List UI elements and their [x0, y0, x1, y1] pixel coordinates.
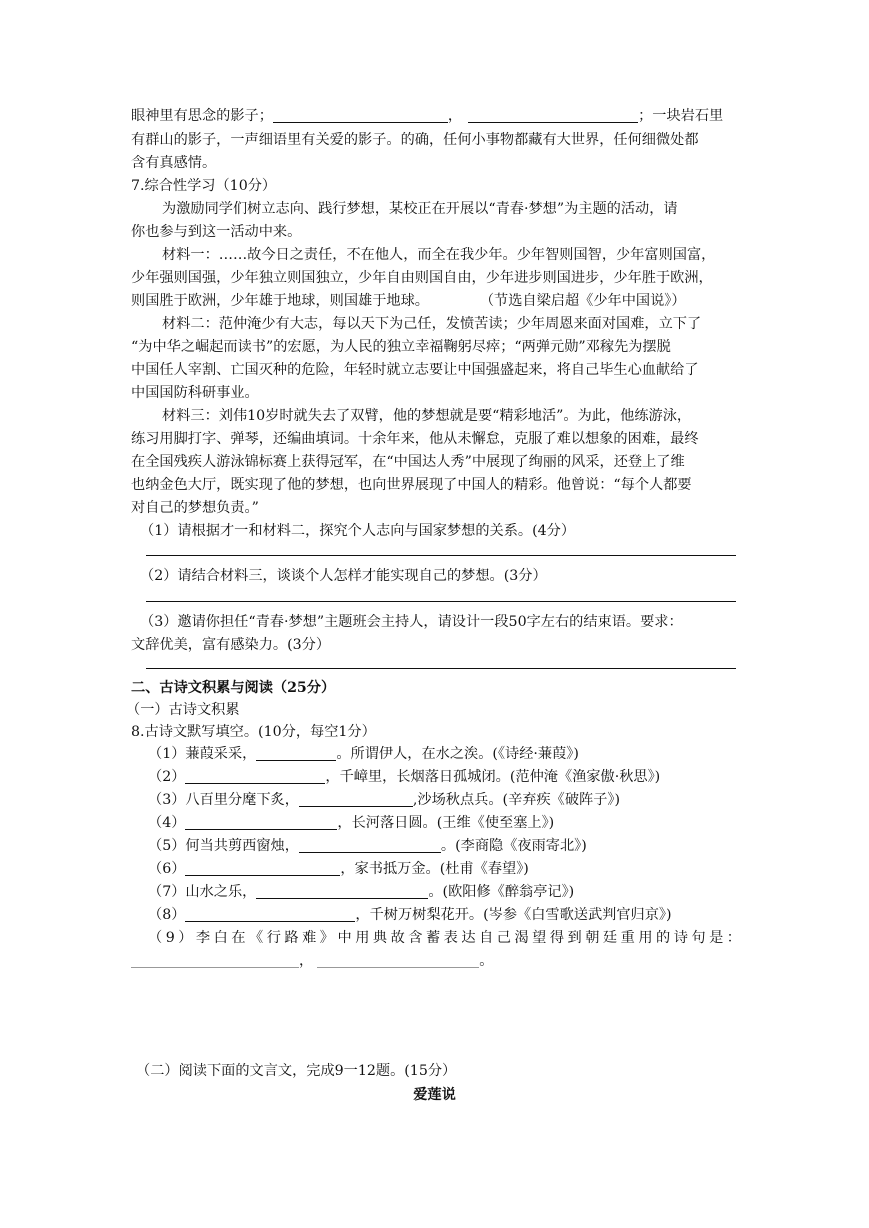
material-3-line-1: 材料三：刘伟10岁时就失去了双臂，他的梦想就是要“精彩地活”。为此，他练游泳， — [162, 408, 692, 424]
answer-line-2[interactable] — [146, 601, 736, 602]
material-1-line-2: 少年强则国强，少年独立则国独立，少年自由则国自由，少年进步则国进步，少年胜于欧洲， — [131, 270, 713, 286]
answer-blank[interactable] — [185, 860, 340, 876]
answer-blank[interactable] — [185, 906, 355, 922]
q8-item-7-prefix: （7）山水之乐， — [148, 884, 257, 900]
q8-item-9-line-1: （9）李白在《行路难》中用典故含蓄表达自己渴望得到朝廷重用的诗句是： — [148, 930, 741, 946]
q8-item-2-prefix: （2） — [148, 769, 186, 785]
q8-item-8-prefix: （8） — [148, 907, 186, 923]
section-2-part-2: （二）阅读下面的文言文，完成9一12题。(15分） — [136, 1063, 457, 1079]
material-2-line-2: “为中华之崛起而读书”的宏愿，为人民的独立幸福鞠躬尽瘁；“两弹元勋”邓稼先为摆脱 — [131, 339, 671, 355]
q8-item-8 — [148, 905, 741, 925]
q7-intro-2: 你也参与到这一活动中来。 — [131, 224, 302, 240]
q8-item-5 — [148, 836, 741, 856]
q8-item-1 — [148, 744, 741, 764]
material-1-line-3 — [131, 291, 741, 311]
material-3-line-4: 也纳金色大厅，既实现了他的梦想，也向世界展现了中国人的精彩。他曾说：“每个人都要 — [131, 477, 692, 493]
material-3-line-5: 对自己的梦想负责。” — [131, 500, 259, 516]
q8-item-2-suffix: ，千嶂里，长烟落日孤城闭。(范仲淹《渔家傲·秋思》) — [325, 769, 661, 785]
q8-item-8-suffix: ，千树万树梨花开。(岑参《白雪歌送武判官归京》) — [355, 907, 672, 923]
material-3-line-3: 在全国残疾人游泳锦标赛上获得冠军，在“中国达人秀”中展现了绚丽的风采，还登上了维 — [131, 454, 685, 470]
q8-item-3 — [148, 790, 741, 810]
q7-sub-3-line-1: （3）邀请你担任“青春·梦想”主题班会主持人，请设计一段50字左右的结束语。要求： — [140, 614, 683, 630]
q7-sub-3-line-2: 文辞优美，富有感染力。(3分） — [131, 637, 331, 653]
top-line-3: 含有真感情。 — [131, 155, 217, 171]
answer-blank[interactable] — [185, 814, 337, 830]
passage-title: 爱莲说 — [413, 1087, 456, 1103]
answer-blank[interactable] — [256, 883, 428, 899]
material-3-line-2: 练习用脚打字、弹琴，还编曲填词。十余年来，他从未懈怠，克服了难以想象的困难，最终 — [131, 431, 699, 447]
answer-blank[interactable] — [468, 107, 638, 123]
answer-blank[interactable] — [185, 768, 325, 784]
q8-item-7-suffix: 。(欧阳修《醉翁亭记》) — [428, 884, 575, 900]
q8-item-6-suffix: ，家书抵万金。(杜甫《春望》) — [340, 861, 529, 877]
answer-blank[interactable] — [131, 952, 299, 968]
q8-heading: 8.古诗文默写填空。(10分，每空1分） — [131, 724, 376, 740]
q7-sub-2: （2）请结合材料三，谈谈个人怎样才能实现自己的梦想。(3分） — [140, 568, 547, 584]
q8-item-4-suffix: ，长河落日圆。(王维《使至塞上》) — [337, 815, 555, 831]
material-1-source: （节选自梁启超《少年中国说》） — [486, 293, 686, 309]
top-line-1-a: 眼神里有思念的影子； — [131, 108, 273, 124]
q8-item-4-prefix: （4） — [148, 815, 186, 831]
top-line-2: 有群山的影子，一声细语里有关爱的影子。的确，任何小事物都藏有大世界，任何细微处都 — [131, 132, 699, 148]
material-2-line-1: 材料二：范仲淹少有大志，每以天下为己任，发愤苦读；少年周恩来面对国难，立下了 — [162, 316, 702, 332]
answer-blank[interactable] — [299, 837, 441, 853]
q7-intro-1: 为激励同学们树立志向、践行梦想，某校正在开展以“青春·梦想”为主题的活动，请 — [162, 201, 678, 217]
q8-item-5-suffix: 。(李商隐《夜雨寄北》) — [440, 838, 587, 854]
section-2-part-1: （一）古诗文积累 — [126, 702, 240, 718]
q8-item-3-suffix: ,沙场秋点兵。(辛弃疾《破阵子》) — [412, 792, 621, 808]
q8-item-2 — [148, 767, 741, 787]
material-2-line-4: 中国国防科研事业。 — [131, 385, 259, 401]
q8-item-9-end: 。 — [479, 953, 494, 969]
q8-item-9-line-2 — [131, 951, 741, 971]
q8-item-6-prefix: （6） — [148, 861, 186, 877]
q8-item-9-comma: ， — [299, 953, 314, 969]
q8-item-3-prefix: （3）八百里分麾下炙， — [148, 792, 299, 808]
material-2-line-3: 中国任人宰割、亡国灭种的危险，年轻时就立志要让中国强盛起来，将自己毕生心血献给了 — [131, 362, 699, 378]
answer-line-3[interactable] — [146, 668, 736, 669]
section-2-heading: 二、古诗文积累与阅读（25分） — [131, 680, 336, 696]
top-line-1-b: ， — [447, 108, 463, 124]
q8-item-7 — [148, 882, 741, 902]
q8-item-5-prefix: （5）何当共剪西窗烛， — [148, 838, 299, 854]
q8-item-1-suffix: 。所谓伊人，在水之涘。(《诗经·蒹葭》) — [336, 746, 579, 762]
q7-sub-1: （1）请根据才一和材料二，探究个人志向与国家梦想的关系。(4分） — [140, 523, 576, 539]
material-1-text: 则国胜于欧洲，少年雄于地球，则国雄于地球。 — [131, 293, 429, 309]
q8-item-6 — [148, 859, 741, 879]
top-line-1-c: ；一块岩石里 — [638, 108, 724, 124]
answer-blank[interactable] — [299, 791, 413, 807]
answer-blank[interactable] — [256, 745, 336, 761]
top-line-1 — [131, 106, 741, 126]
material-1-line-1: 材料一：……故今日之责任，不在他人，而全在我少年。少年智则国智，少年富则国富， — [162, 247, 716, 263]
q8-item-1-prefix: （1）蒹葭采采， — [148, 746, 257, 762]
answer-blank[interactable] — [273, 107, 448, 123]
q8-item-4 — [148, 813, 741, 833]
answer-line-1[interactable] — [146, 555, 736, 556]
answer-blank[interactable] — [317, 952, 479, 968]
q7-heading: 7.综合性学习（10分） — [131, 178, 277, 194]
